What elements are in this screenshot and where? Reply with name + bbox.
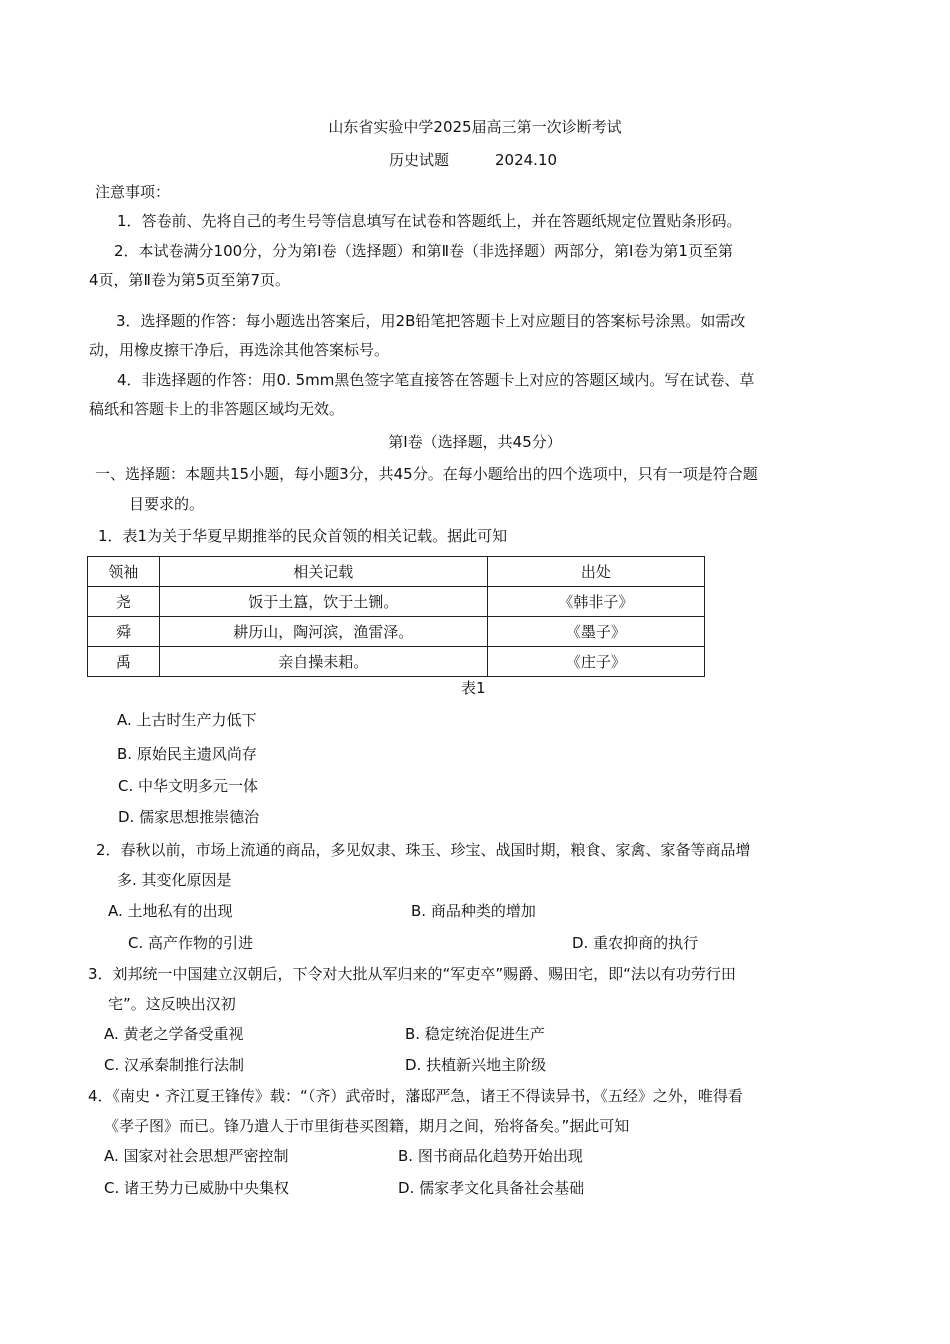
table-cell: 尧 [88, 587, 160, 617]
section-title: 第Ⅰ卷（选择题，共45分） [388, 433, 562, 451]
q3-stem-line-1: 3．刘邦统一中国建立汉朝后，下令对大批从军归来的“军吏卒”赐爵、赐田宅，即“法以有功劳行田 [88, 965, 736, 983]
q1-option-c: C. 中华文明多元一体 [118, 777, 259, 795]
q2-option-b: B. 商品种类的增加 [411, 902, 536, 920]
q4-option-c: C. 诸王势力已威胁中央集权 [104, 1179, 290, 1197]
q3-option-a: A. 黄老之学备受重视 [104, 1025, 244, 1043]
table-cell: 舜 [88, 617, 160, 647]
table-header-cell: 领袖 [88, 557, 160, 587]
q4-option-d: D. 儒家孝文化具备社会基础 [398, 1179, 585, 1197]
table-cell: 亲自操耒耜。 [159, 647, 487, 677]
q1-stem: 1．表1为关于华夏早期推举的民众首领的相关记载。据此可知 [98, 527, 508, 545]
q2-option-a: A. 土地私有的出现 [108, 902, 233, 920]
table-row [88, 587, 705, 617]
q1-record-table [87, 556, 705, 677]
table-header-row [88, 557, 705, 587]
table-header-cell: 相关记载 [159, 557, 487, 587]
notice-item-3-line-1: 3．选择题的作答：每小题选出答案后，用2B铅笔把答题卡上对应题目的答案标号涂黑。如需改 [116, 312, 746, 330]
q1-option-a: A. 上古时生产力低下 [117, 711, 257, 729]
section-instruction-line-1: 一、选择题：本题共15小题，每小题3分，共45分。在每小题给出的四个选项中，只有一项是符合题 [95, 465, 758, 483]
table-cell: 《韩非子》 [487, 587, 704, 617]
q4-stem-line-2: 《孝子图》而已。锋乃遣人于市里街巷买图籍，期月之间，殆将备矣。”据此可知 [104, 1117, 630, 1135]
q1-option-b: B. 原始民主遗风尚存 [117, 745, 257, 763]
exam-date: 2024.10 [495, 151, 558, 169]
table-header-cell: 出处 [487, 557, 704, 587]
notice-item-4-line-1: 4．非选择题的作答：用0. 5mm黑色签字笔直接答在答题卡上对应的答题区域内。写在试卷、草 [117, 371, 755, 389]
q2-option-d: D. 重农抑商的执行 [572, 934, 699, 952]
q2-stem-line-2: 多. 其变化原因是 [117, 871, 232, 889]
q4-stem-line-1: 4．《南史・齐江夏王锋传》载：“（齐）武帝时，藩邸严急，诸王不得读异书，《五经》之外，唯得看 [88, 1087, 743, 1105]
table-cell: 饭于土簋，饮于土铏。 [159, 587, 487, 617]
table-cell: 《庄子》 [487, 647, 704, 677]
q2-option-c: C. 高产作物的引进 [128, 934, 254, 952]
table-cell: 《墨子》 [487, 617, 704, 647]
exam-title: 山东省实验中学2025届高三第一次诊断考试 [328, 118, 622, 136]
table-row [88, 647, 705, 677]
q4-option-b: B. 图书商品化趋势开始出现 [398, 1147, 583, 1165]
section-instruction-line-2: 目要求的。 [129, 495, 205, 513]
notice-item-3-line-2: 动，用橡皮擦干净后，再选涂其他答案标号。 [89, 341, 390, 359]
notice-item-1: 1．答卷前、先将自己的考生号等信息填写在试卷和答题纸上，并在答题纸规定位置贴条形码。 [117, 212, 742, 230]
notice-item-2-line-1: 2．本试卷满分100分，分为第Ⅰ卷（选择题）和第Ⅱ卷（非选择题）两部分，第Ⅰ卷为第1页至第 [114, 242, 733, 260]
q3-stem-line-2: 宅”。这反映出汉初 [108, 995, 236, 1013]
exam-subject: 历史试题 [389, 151, 450, 169]
q3-option-c: C. 汉承秦制推行法制 [104, 1056, 245, 1074]
q4-option-a: A. 国家对社会思想严密控制 [104, 1147, 289, 1165]
q3-option-b: B. 稳定统治促进生产 [405, 1025, 545, 1043]
q2-stem-line-1: 2．春秋以前，市场上流通的商品，多见奴隶、珠玉、珍宝、战国时期，粮食、家禽、家备等商品增 [96, 841, 751, 859]
q1-table-caption: 表1 [461, 679, 486, 697]
table-cell: 禹 [88, 647, 160, 677]
notice-item-2-line-2: 4页，第Ⅱ卷为第5页至第7页。 [89, 271, 291, 289]
notice-heading: 注意事项： [95, 183, 171, 201]
notice-item-4-line-2: 稿纸和答题卡上的非答题区域均无效。 [89, 400, 345, 418]
table-row [88, 617, 705, 647]
q3-option-d: D. 扶植新兴地主阶级 [405, 1056, 547, 1074]
q1-option-d: D. 儒家思想推崇德治 [118, 808, 260, 826]
table-cell: 耕历山，陶河滨，渔雷泽。 [159, 617, 487, 647]
